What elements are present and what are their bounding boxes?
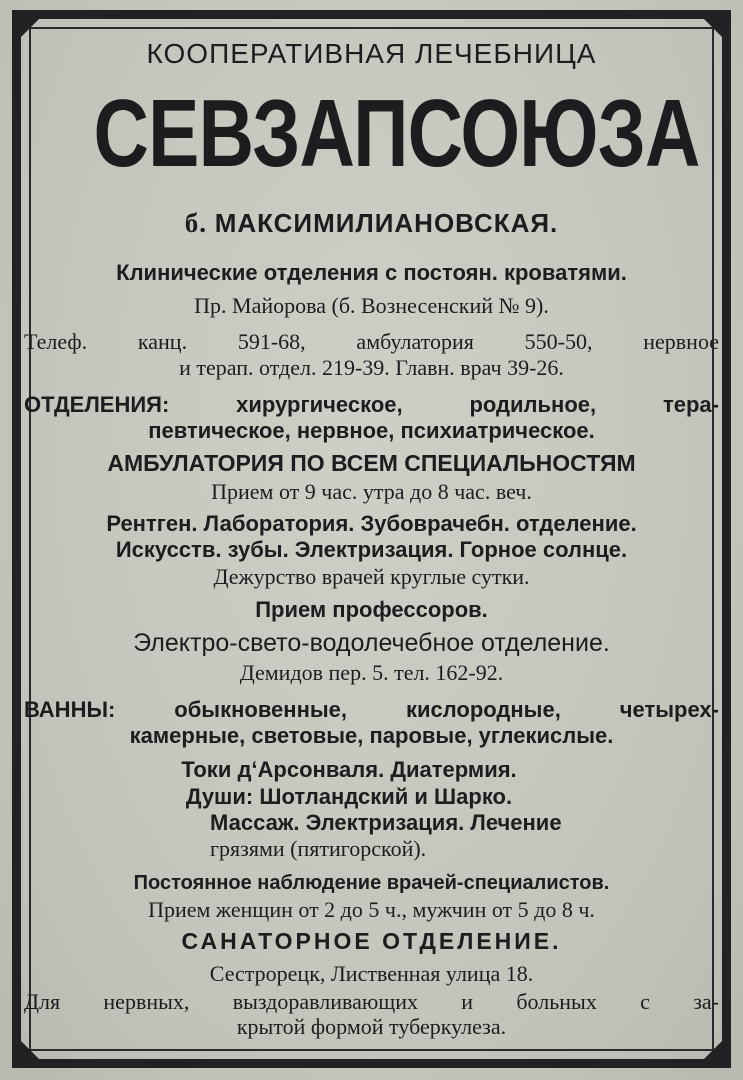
- former-name: [24, 208, 719, 239]
- sanatorium-heading: САНАТОРНОЕ ОТДЕЛЕНИЕ.: [181, 928, 562, 954]
- observation-line: Постоянное наблюдение врачей-специалистов.: [133, 872, 610, 894]
- baths-line-1: ВАННЫ: обыкновенные, кислородные, четырех-: [24, 697, 719, 722]
- sanatorium-address: Сестрорецк, Лиственная улица 18.: [209, 961, 534, 986]
- electro-heading: Электро-свето-водолечебное отделение.: [133, 629, 610, 657]
- massage-line-1: Массаж. Электризация. Лечение: [210, 810, 562, 835]
- ambulatory-heading: АМБУЛАТОРИЯ ПО ВСЕМ СПЕЦИАЛЬНОСТЯМ: [107, 450, 636, 476]
- sanatorium-for-line-1: Для нервных, выздоравливающих и больных с за-: [24, 989, 719, 1014]
- former-name-text: МАКСИМИЛИАНОВСКАЯ.: [214, 208, 559, 238]
- departments-line-1: ОТДЕЛЕНИЯ: хирургическое, родильное, тера-: [24, 392, 719, 417]
- services-line-1: Рентген. Лаборатория. Зубоврачебн. отделение.: [106, 511, 637, 536]
- sanatorium-for-line-2: крытой формой туберкулеза.: [236, 1014, 507, 1039]
- address-line: Пр. Майорова (б. Вознесенский № 9).: [194, 293, 549, 318]
- baths-line-2: камерные, световые, паровые, углекислые.: [129, 723, 614, 748]
- massage-line-2: грязями (пятигорской).: [210, 836, 427, 861]
- hours-line: Прием от 9 час. утра до 8 час. веч.: [211, 479, 532, 504]
- duty-line: Дежурство врачей круглые сутки.: [213, 564, 530, 589]
- currents-line: Токи д‘Арсонваля. Диатермия.: [181, 757, 517, 782]
- professors-line: Прием профессоров.: [255, 597, 488, 622]
- page-title: СЕВЗАПСОЮЗА: [93, 80, 700, 187]
- corner-ornament: [19, 17, 41, 39]
- former-prefix: б.: [184, 208, 207, 238]
- services-line-2: Искусств. зубы. Электризация. Горное солнце.: [115, 537, 628, 562]
- clinical-line: Клинические отделения с постоян. кроватями.: [116, 260, 627, 285]
- phones-line-1: Телеф. канц. 591-68, амбулатория 550-50, нервное: [24, 329, 719, 354]
- showers-line: Души: Шотландский и Шарко.: [185, 784, 513, 809]
- corner-ornament: [702, 17, 724, 39]
- departments-line-2: певтическое, нервное, психиатрическое.: [148, 418, 595, 443]
- corner-ornament: [19, 1039, 41, 1061]
- header-subtitle: КООПЕРАТИВНАЯ ЛЕЧЕБНИЦА: [146, 38, 597, 69]
- phones-line-2: и терап. отдел. 219-39. Главн. врач 39-26.: [179, 355, 564, 380]
- reception-line: Прием женщин от 2 до 5 ч., мужчин от 5 до 8 ч.: [148, 897, 595, 922]
- electro-address: Демидов пер. 5. тел. 162-92.: [239, 660, 504, 685]
- corner-ornament: [702, 1039, 724, 1061]
